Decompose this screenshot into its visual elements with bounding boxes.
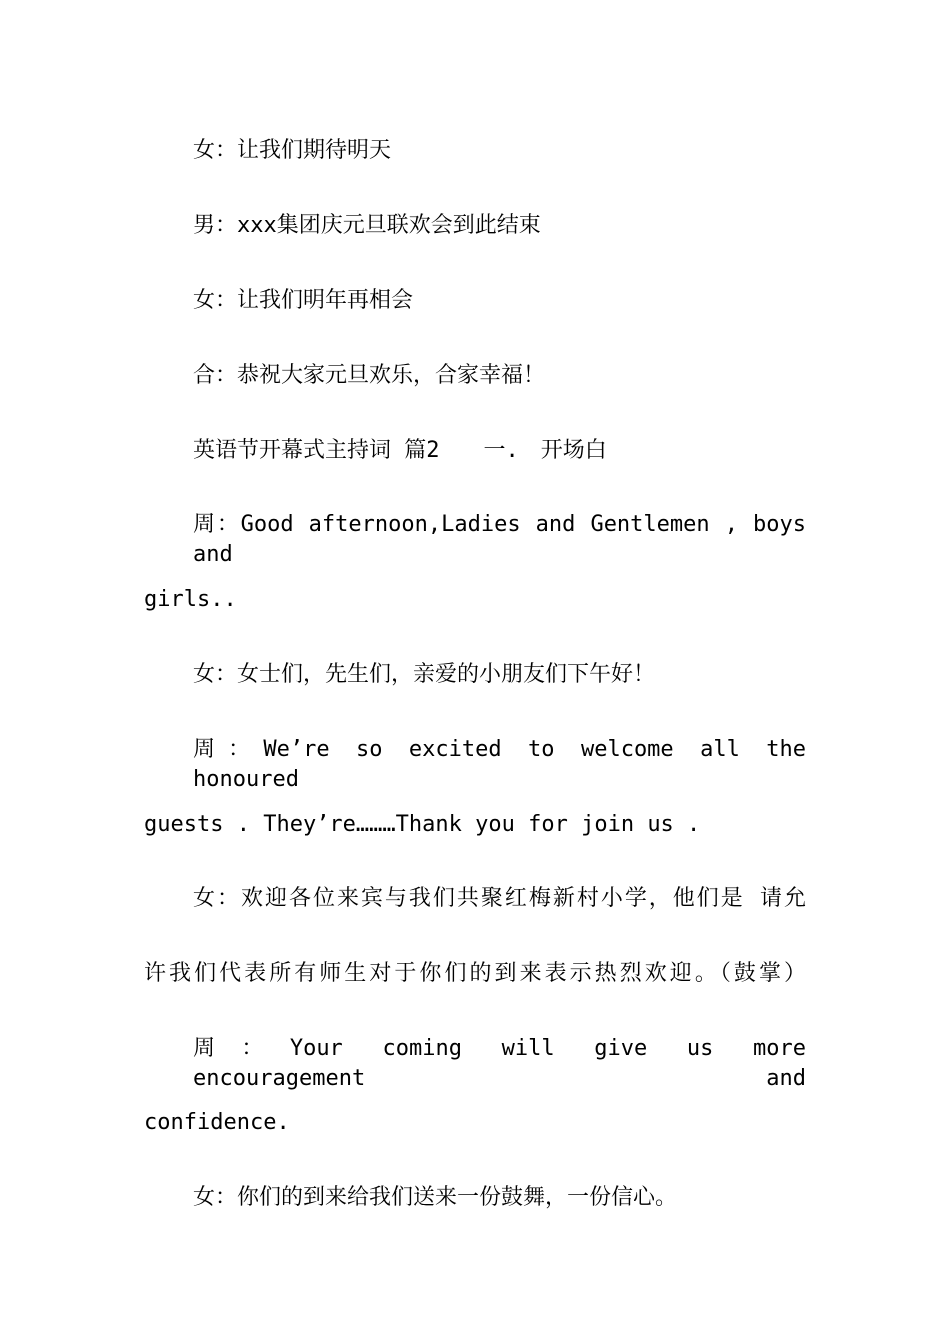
text-line-7: girls.. (144, 587, 237, 612)
text-line-6: 周：Good afternoon,Ladies and Gentlemen , boys and (193, 512, 806, 567)
text-line-8: 女：女士们，先生们，亲爱的小朋友们下午好！ (193, 662, 656, 687)
text-line-2: 男：xxx集团庆元旦联欢会到此结束 (193, 213, 541, 238)
text-line-10: guests . They’re………Thank you for join us . (144, 812, 701, 837)
text-line-12: 许我们代表所有师生对于你们的到来表示热烈欢迎。（鼓掌） (144, 961, 806, 986)
text-line-11: 女：欢迎各位来宾与我们共聚红梅新村小学，他们是 请允 (193, 886, 806, 911)
text-line-15: 女：你们的到来给我们送来一份鼓舞，一份信心。 (193, 1185, 678, 1210)
text-line-4: 合：恭祝大家元旦欢乐，合家幸福！ (193, 363, 546, 388)
text-line-3: 女：让我们明年再相会 (193, 288, 414, 313)
text-line-9: 周：We’re so excited to welcome all the honoured (193, 737, 806, 792)
text-line-1: 女：让我们期待明天 (193, 138, 392, 163)
text-line-13: 周：Your coming will give us more encouragement and (193, 1036, 806, 1091)
section-heading: 英语节开幕式主持词 篇2 一. 开场白 (193, 438, 607, 463)
text-line-14: confidence. (144, 1110, 290, 1135)
